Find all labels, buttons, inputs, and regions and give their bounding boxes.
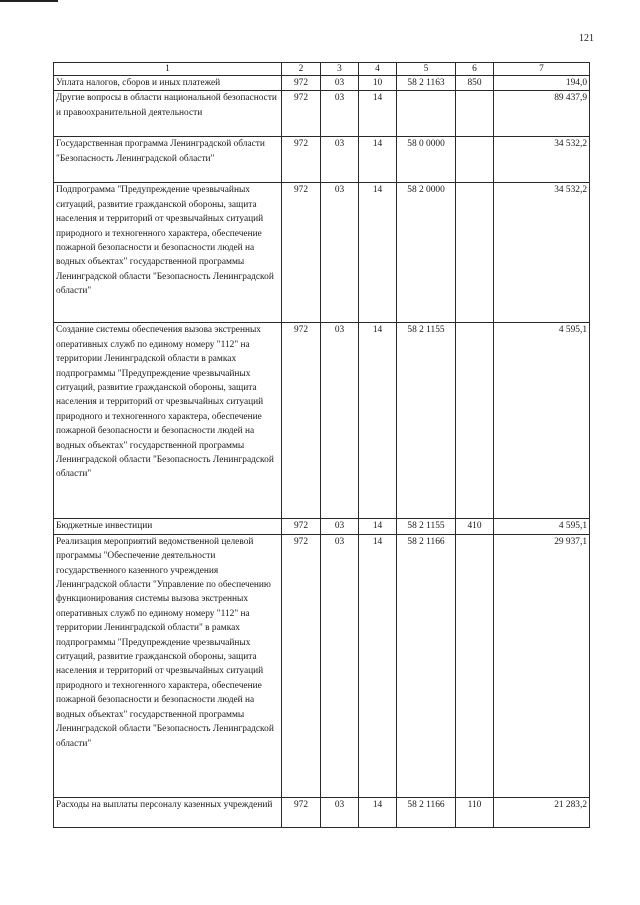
row-amount: 29 937,1 [494, 534, 590, 797]
row-expense-type [456, 183, 494, 323]
column-header: 4 [359, 63, 397, 76]
row-subsection: 14 [359, 183, 397, 323]
row-expense-type: 110 [456, 797, 494, 827]
row-section: 03 [321, 519, 359, 534]
row-subsection: 14 [359, 797, 397, 827]
row-target-article: 58 2 1155 [397, 519, 456, 534]
row-name: Подпрограмма "Предупреждение чрезвычайных ситуаций, развитие гражданской обороны, защита населения и территорий от чрезвычайных ситуаций природного и техногенного характера, обеспечение пожарной безопасности и безопасности людей на водных объектах" государственной программы Ленинградской области "Безопасность Ленинградской области" [54, 183, 282, 323]
row-target-article: 58 2 1163 [397, 76, 456, 91]
row-subsection: 14 [359, 534, 397, 797]
row-target-article: 58 0 0000 [397, 137, 456, 183]
column-header: 6 [456, 63, 494, 76]
row-expense-type [456, 323, 494, 519]
row-expense-type: 410 [456, 519, 494, 534]
row-target-article: 58 2 1155 [397, 323, 456, 519]
table-row [54, 91, 590, 137]
row-expense-type [456, 137, 494, 183]
column-header: 1 [54, 63, 282, 76]
row-section: 03 [321, 76, 359, 91]
row-name: Уплата налогов, сборов и иных платежей [54, 76, 282, 91]
row-section: 03 [321, 91, 359, 137]
row-amount: 34 532,2 [494, 137, 590, 183]
table-row [54, 76, 590, 91]
row-code: 972 [282, 534, 321, 797]
row-code: 972 [282, 76, 321, 91]
row-section: 03 [321, 323, 359, 519]
row-code: 972 [282, 91, 321, 137]
column-header: 7 [494, 63, 590, 76]
budget-table [53, 62, 590, 828]
page-number: 121 [579, 33, 594, 44]
row-target-article: 58 2 0000 [397, 183, 456, 323]
row-amount: 4 595,1 [494, 323, 590, 519]
row-section: 03 [321, 534, 359, 797]
row-section: 03 [321, 137, 359, 183]
row-code: 972 [282, 519, 321, 534]
row-subsection: 14 [359, 519, 397, 534]
row-name: Расходы на выплаты персоналу казенных учреждений [54, 797, 282, 827]
table-row [54, 183, 590, 323]
row-amount: 4 595,1 [494, 519, 590, 534]
table-row [54, 519, 590, 534]
table-row [54, 323, 590, 519]
row-amount: 34 532,2 [494, 183, 590, 323]
row-name: Создание системы обеспечения вызова экстренных оперативных служб по единому номеру "112" на территории Ленинградской области в рамках подпрограммы "Предупреждение чрезвычайных ситуаций, развитие гражданской обороны, защита населения и территорий от чрезвычайных ситуаций природного и техногенного характера, обеспечение пожарной безопасности и безопасности людей на водных объектах" государственной программы Ленинградской области "Безопасность Ленинградской области" [54, 323, 282, 519]
table-header-row [54, 63, 590, 76]
column-header: 2 [282, 63, 321, 76]
row-code: 972 [282, 323, 321, 519]
row-amount: 89 437,9 [494, 91, 590, 137]
row-name: Бюджетные инвестиции [54, 519, 282, 534]
row-expense-type [456, 534, 494, 797]
row-name: Реализация мероприятий ведомственной целевой программы "Обеспечение деятельности государственного казенного учреждения Ленинградской области "Управление по обеспечению функционирования системы вызова экстренных оперативных служб по единому номеру "112" на территории Ленинградской области" в рамках подпрограммы "Предупреждение чрезвычайных ситуаций, развитие гражданской обороны, защита населения и территорий от чрезвычайных ситуаций природного и техногенного характера, обеспечение пожарной безопасности и безопасности людей на водных объектах" государственной программы Ленинградской области "Безопасность Ленинградской области" [54, 534, 282, 797]
row-subsection: 14 [359, 323, 397, 519]
row-amount: 21 283,2 [494, 797, 590, 827]
row-code: 972 [282, 137, 321, 183]
column-header: 5 [397, 63, 456, 76]
table-row [54, 797, 590, 827]
row-subsection: 14 [359, 91, 397, 137]
corner-mark [0, 0, 58, 2]
table-row [54, 534, 590, 797]
row-code: 972 [282, 797, 321, 827]
row-subsection: 14 [359, 137, 397, 183]
row-target-article: 58 2 1166 [397, 534, 456, 797]
row-subsection: 10 [359, 76, 397, 91]
row-code: 972 [282, 183, 321, 323]
row-amount: 194,0 [494, 76, 590, 91]
row-expense-type: 850 [456, 76, 494, 91]
table-row [54, 137, 590, 183]
row-name: Другие вопросы в области национальной безопасности и правоохранительной деятельности [54, 91, 282, 137]
row-name: Государственная программа Ленинградской области "Безопасность Ленинградской области" [54, 137, 282, 183]
row-target-article: 58 2 1166 [397, 797, 456, 827]
row-target-article [397, 91, 456, 137]
row-expense-type [456, 91, 494, 137]
row-section: 03 [321, 183, 359, 323]
row-section: 03 [321, 797, 359, 827]
column-header: 3 [321, 63, 359, 76]
